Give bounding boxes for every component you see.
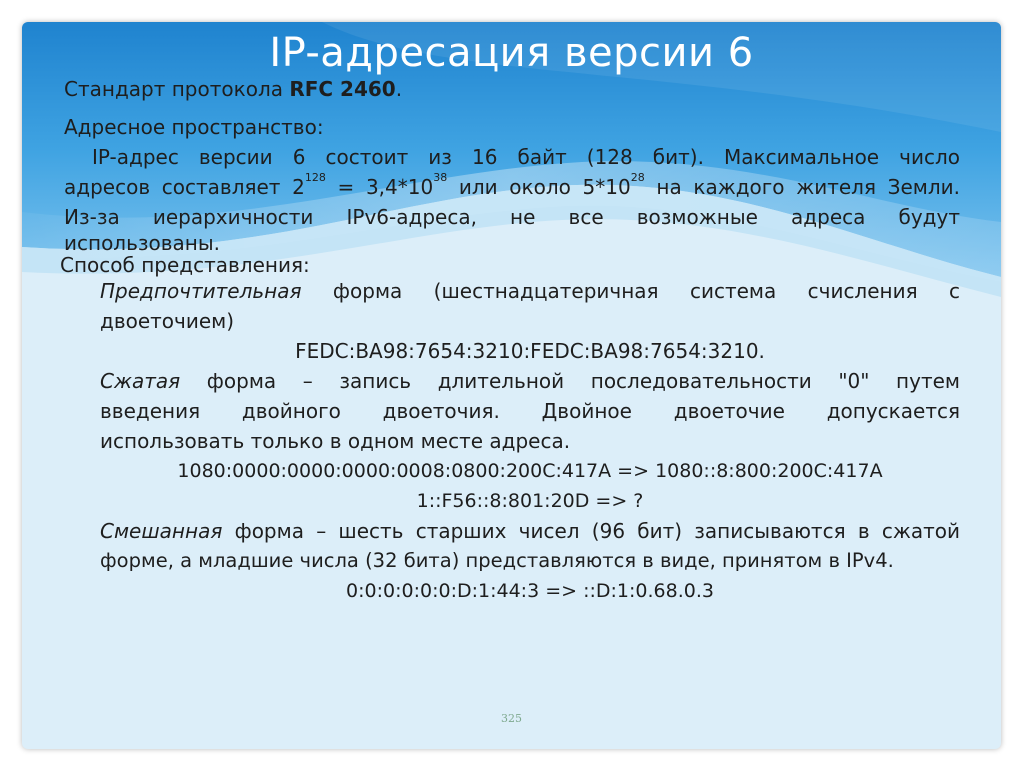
preferred-line-1 bbox=[64, 276, 960, 306]
standard-label: Стандарт протокола bbox=[64, 77, 290, 101]
address-space-heading: Адресное пространство: bbox=[64, 115, 324, 139]
rfc-number: RFC 2460 bbox=[289, 77, 396, 101]
compressed-example-2: 1::F56::8:801:20D => ? bbox=[416, 490, 644, 512]
preferred-line-2: двоеточием) bbox=[100, 309, 235, 333]
slide bbox=[22, 22, 1001, 749]
preferred-example: FEDC:BA98:7654:3210:FEDC:BA98:7654:3210. bbox=[295, 339, 765, 363]
mixed-line-2: форме, а младшие числа (32 бита) представляются в виде, принятом в IPv4. bbox=[100, 549, 894, 572]
standard-line bbox=[64, 74, 960, 104]
standard-suffix: . bbox=[395, 77, 403, 101]
address-space-line-4: использованы. bbox=[64, 231, 221, 255]
address-space-line-3: Из-за иерархичности IPv6-адреса, не все возможные адреса будут bbox=[64, 205, 960, 229]
compressed-line-2: введения двойного двоеточия. Двойное двоеточие допускается bbox=[100, 399, 960, 423]
address-count-text-d: на каждого жителя Земли. bbox=[644, 175, 961, 199]
address-count-text-a: адресов составляет 2 bbox=[64, 175, 305, 199]
preferred-term: Предпочтительная bbox=[100, 279, 302, 303]
slide-content bbox=[60, 74, 961, 606]
representation-heading: Способ представления: bbox=[60, 253, 310, 277]
compressed-term: Сжатая bbox=[100, 369, 181, 393]
address-count-text-b: = 3,4*10 bbox=[325, 175, 434, 199]
compressed-desc: форма – запись длительной последовательности "0" путем bbox=[180, 369, 960, 393]
page-number: 325 bbox=[501, 712, 522, 725]
compressed-example-1: 1080:0000:0000:0000:0008:0800:200C:417A => 1080::8:800:200C:417A bbox=[177, 460, 883, 482]
compressed-line-1 bbox=[64, 366, 960, 396]
compressed-line-3: использовать только в одном месте адреса. bbox=[100, 429, 571, 453]
address-space-line-2 bbox=[64, 172, 960, 202]
mixed-desc: форма – шесть старших чисел (96 бит) записываются в сжатой bbox=[222, 519, 960, 543]
preferred-desc: форма (шестнадцатеричная система счисления с bbox=[301, 279, 960, 303]
mixed-term: Смешанная bbox=[100, 519, 223, 543]
slide-title: IP-адресация версии 6 bbox=[269, 30, 754, 76]
mixed-example: 0:0:0:0:0:0:D:1:44:3 => ::D:1:0.68.0.3 bbox=[346, 580, 714, 602]
address-space-line-1: IP-адрес версии 6 состоит из 16 байт (128 бит). Максимальное число bbox=[92, 145, 960, 169]
address-count-text-c: или около 5*10 bbox=[447, 175, 631, 199]
exponent-128: 128 bbox=[304, 171, 326, 184]
mixed-line-1 bbox=[64, 516, 960, 546]
exponent-38: 38 bbox=[433, 171, 448, 184]
exponent-28: 28 bbox=[630, 171, 645, 184]
